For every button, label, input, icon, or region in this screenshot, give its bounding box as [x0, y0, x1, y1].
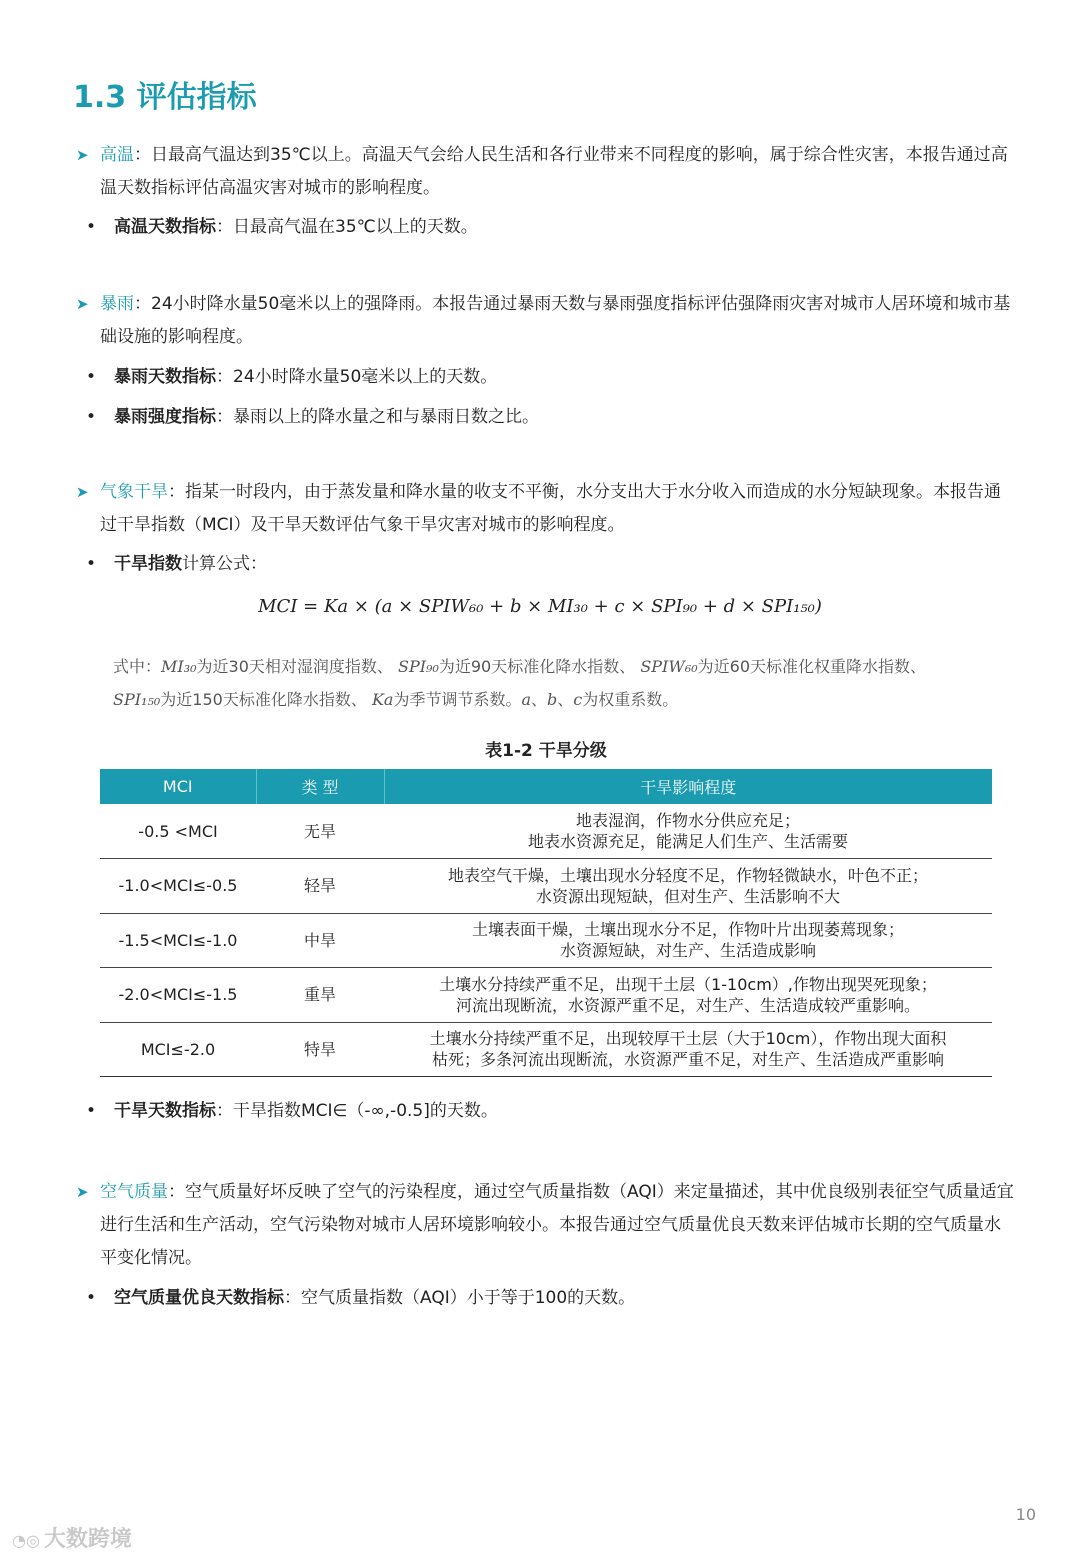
- bullet-drought-days: [86, 1095, 1016, 1128]
- cell-type: 特旱: [256, 1022, 384, 1077]
- cell-impact: [384, 968, 992, 1023]
- table-row: [100, 1022, 992, 1077]
- arrow-bullet-icon: ➤: [76, 295, 89, 313]
- page-number: 10: [1015, 1505, 1036, 1524]
- bullet-dot-icon: •: [86, 1288, 97, 1308]
- note-text: 为权重系数。: [582, 690, 679, 709]
- bullet-air-quality-days: [86, 1282, 1016, 1315]
- term-high-temp: 高温: [100, 145, 134, 165]
- bullet-rainstorm-days: [86, 361, 1016, 394]
- watermark-text: 大数跨境: [43, 1527, 132, 1552]
- note-text: 、: [531, 690, 548, 709]
- cell-type: 无旱: [256, 804, 384, 859]
- cell-impact: [384, 1022, 992, 1077]
- bullet-rainstorm-intensity: [86, 401, 1016, 434]
- cell-range: -1.0<MCI≤-0.5: [100, 859, 256, 914]
- impact-line: 水资源短缺，对生产、生活造成影响: [559, 941, 816, 961]
- bullet-text: ：干旱指数MCI∈（-∞,-0.5]的天数。: [216, 1101, 498, 1121]
- impact-line: 水资源出现短缺，但对生产、生活影响不大: [535, 886, 840, 906]
- table-row: [100, 913, 992, 968]
- high-temp-paragraph: [76, 139, 1016, 205]
- note-text: 、: [557, 690, 574, 709]
- header-mci: MCI: [100, 769, 256, 804]
- bullet-label: 暴雨强度指标: [114, 407, 216, 427]
- impact-line: 河流出现断流，水资源严重不足，对生产、生活造成较严重影响。: [455, 995, 920, 1015]
- bullet-text: ：日最高气温在35℃以上的天数。: [216, 217, 478, 237]
- rainstorm-desc: ：24小时降水量50毫米以上的强降雨。本报告通过暴雨天数与暴雨强度指标评估强降雨灾害对城市人居环境和城市基础设施的影响程度。: [100, 294, 1011, 347]
- arrow-bullet-icon: ➤: [76, 483, 89, 501]
- watermark-logo: [12, 1522, 132, 1553]
- mci-formula: MCI = Ka × (a × SPIW₆₀ + b × MI₃₀ + c × SPI₉₀ + d × SPI₁₅₀): [258, 596, 822, 617]
- note-symbol: a: [521, 690, 531, 709]
- impact-line: 枯死；多条河流出现断流，水资源严重不足，对生产、生活造成严重影响: [431, 1050, 944, 1070]
- bullet-drought-formula: [86, 548, 1016, 581]
- term-drought: 气象干旱: [100, 482, 168, 502]
- cell-type: 中旱: [256, 913, 384, 968]
- impact-line: 土壤水分持续严重不足，出现较厚干土层（大于10cm），作物出现大面积: [429, 1029, 947, 1049]
- impact-line: 土壤水分持续严重不足，出现干土层（1-10cm）,作物出现哭死现象；: [439, 974, 937, 994]
- bullet-label: 干旱天数指标: [114, 1101, 216, 1121]
- bullet-dot-icon: •: [86, 367, 97, 387]
- note-text: 为近30天相对湿润度指数、: [196, 657, 398, 676]
- impact-line: 地表空气干燥，土壤出现水分轻度不足，作物轻微缺水，叶色不正；: [447, 865, 928, 885]
- bullet-high-temp-days: [86, 211, 1016, 244]
- drought-grade-table: [100, 769, 992, 1077]
- note-symbol: Ka: [371, 690, 394, 709]
- high-temp-desc: ：日最高气温达到35℃以上。高温天气会给人民生活和各行业带来不同程度的影响，属于综合性灾害，本报告通过高温天数指标评估高温灾害对城市的影响程度。: [100, 145, 1008, 198]
- cell-type: 重旱: [256, 968, 384, 1023]
- cell-impact: [384, 804, 992, 859]
- formula-note: [113, 650, 1013, 716]
- impact-line: 地表水资源充足，能满足人们生产、生活需要: [527, 832, 848, 851]
- table-row: [100, 859, 992, 914]
- bullet-dot-icon: •: [86, 217, 97, 237]
- cell-range: -1.5<MCI≤-1.0: [100, 913, 256, 968]
- header-type: 类 型: [256, 769, 384, 804]
- impact-line: 土壤表面干燥，土壤出现水分不足，作物叶片出现萎蔫现象；: [471, 920, 904, 940]
- bullet-label: 高温天数指标: [114, 217, 216, 237]
- term-air-quality: 空气质量: [100, 1182, 168, 1202]
- air-quality-paragraph: [76, 1176, 1016, 1275]
- note-text: 为近150天标准化降水指数、: [160, 690, 372, 709]
- bullet-dot-icon: •: [86, 407, 97, 427]
- note-symbol: SPIW₆₀: [640, 657, 698, 676]
- note-prefix: 式中：: [113, 657, 162, 676]
- term-rainstorm: 暴雨: [100, 294, 134, 314]
- bullet-label: 空气质量优良天数指标: [114, 1288, 284, 1308]
- rainstorm-paragraph: [76, 288, 1016, 354]
- bullet-dot-icon: •: [86, 1101, 97, 1121]
- section-title: 1.3 评估指标: [73, 80, 257, 115]
- table-row: [100, 968, 992, 1023]
- impact-line: 地表湿润，作物水分供应充足；: [575, 811, 800, 830]
- bullet-label: 干旱指数: [114, 554, 182, 574]
- cell-impact: [384, 913, 992, 968]
- note-symbol: MI₃₀: [161, 657, 197, 676]
- note-symbol: c: [573, 690, 583, 709]
- cell-range: MCI≤-2.0: [100, 1022, 256, 1077]
- air-quality-desc: ：空气质量好坏反映了空气的污染程度，通过空气质量指数（AQI）来定量描述，其中优良级别表征空气质量适宜进行生活和生产活动，空气污染物对城市人居环境影响较小。本报告通过空气质量优良天数来评估城市长期的空气质量水平变化情况。: [100, 1182, 1014, 1268]
- bullet-text: 计算公式：: [182, 554, 267, 574]
- arrow-bullet-icon: ➤: [76, 146, 89, 164]
- note-text: 为近60天标准化权重降水指数、: [697, 657, 927, 676]
- watermark-icon: ◔◎: [12, 1531, 40, 1550]
- bullet-text: ：空气质量指数（AQI）小于等于100的天数。: [284, 1288, 636, 1308]
- arrow-bullet-icon: ➤: [76, 1183, 89, 1201]
- cell-impact: [384, 859, 992, 914]
- drought-desc: ：指某一时段内，由于蒸发量和降水量的收支不平衡，水分支出大于水分收入而造成的水分短缺现象。本报告通过干旱指数（MCI）及干旱天数评估气象干旱灾害对城市的影响程度。: [100, 482, 1001, 535]
- note-text: 为季节调节系数。: [393, 690, 522, 709]
- cell-range: -2.0<MCI≤-1.5: [100, 968, 256, 1023]
- note-text: 为近90天标准化降水指数、: [438, 657, 641, 676]
- bullet-label: 暴雨天数指标: [114, 367, 216, 387]
- table-caption: 表1-2 干旱分级: [485, 741, 607, 761]
- note-symbol: b: [547, 690, 558, 709]
- bullet-text: ：暴雨以上的降水量之和与暴雨日数之比。: [216, 407, 539, 427]
- drought-paragraph: [76, 476, 1016, 542]
- note-symbol: SPI₁₅₀: [113, 690, 161, 709]
- note-symbol: SPI₉₀: [398, 657, 439, 676]
- table-row: [100, 804, 992, 859]
- bullet-dot-icon: •: [86, 554, 97, 574]
- bullet-text: ：24小时降水量50毫米以上的天数。: [216, 367, 498, 387]
- table-header-row: [100, 769, 992, 804]
- header-impact: 干旱影响程度: [384, 769, 992, 804]
- cell-range: -0.5 <MCI: [100, 804, 256, 859]
- cell-type: 轻旱: [256, 859, 384, 914]
